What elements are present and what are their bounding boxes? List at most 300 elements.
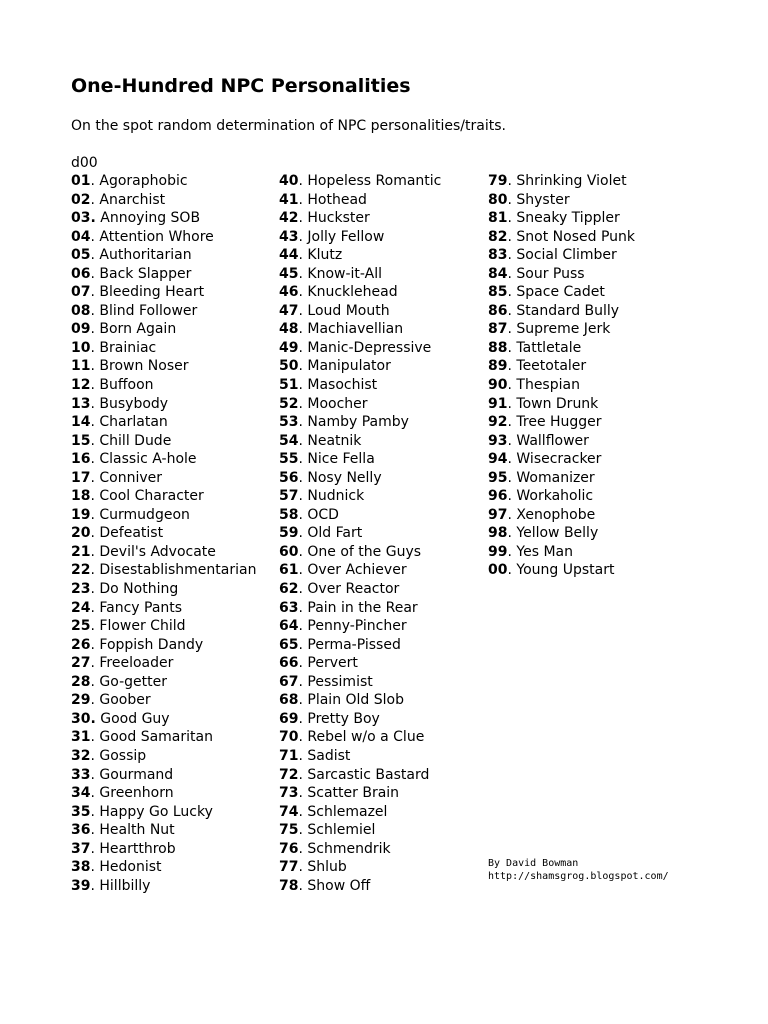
item-label: One of the Guys xyxy=(307,543,422,560)
item-separator: . xyxy=(298,284,308,301)
list-item xyxy=(279,710,441,729)
item-label: Greenhorn xyxy=(99,785,174,802)
list-item xyxy=(488,283,635,302)
item-label: Anarchist xyxy=(99,191,166,208)
item-separator: . xyxy=(90,247,100,264)
item-separator: . xyxy=(507,265,517,282)
item-number: 88 xyxy=(488,339,508,356)
item-number: 10 xyxy=(71,339,91,356)
item-number: 60 xyxy=(279,543,299,560)
item-label: Hedonist xyxy=(99,859,162,876)
item-label: Know-it-All xyxy=(307,265,382,282)
item-separator: . xyxy=(507,469,517,486)
list-item xyxy=(488,506,635,525)
item-label: Scatter Brain xyxy=(307,785,400,802)
personality-list-column-3 xyxy=(488,172,635,580)
list-item xyxy=(71,246,256,265)
list-item xyxy=(488,450,635,469)
item-label: Blind Follower xyxy=(99,302,198,319)
item-label: Manic-Depressive xyxy=(307,339,432,356)
item-label: Sarcastic Bastard xyxy=(307,766,430,783)
item-separator: . xyxy=(298,877,308,894)
item-separator: . xyxy=(90,766,100,783)
list-item xyxy=(71,357,256,376)
item-label: Sadist xyxy=(307,747,351,764)
item-label: Teetotaler xyxy=(516,358,587,375)
item-separator: . xyxy=(90,673,100,690)
list-item xyxy=(71,877,256,896)
item-label: Yes Man xyxy=(516,543,573,560)
list-item xyxy=(488,432,635,451)
item-label: Tree Hugger xyxy=(516,414,602,431)
list-item xyxy=(279,432,441,451)
item-separator: . xyxy=(298,543,308,560)
item-number: 92 xyxy=(488,414,508,431)
item-number: 08 xyxy=(71,302,91,319)
item-label: Cool Character xyxy=(99,488,204,505)
list-item xyxy=(488,302,635,321)
item-label: Busybody xyxy=(99,395,169,412)
list-item xyxy=(71,228,256,247)
list-item xyxy=(71,840,256,859)
item-label: Tattletale xyxy=(516,339,582,356)
item-label: Pessimist xyxy=(307,673,373,690)
item-separator: . xyxy=(298,840,308,857)
credit-block xyxy=(488,857,669,883)
item-number: 83 xyxy=(488,247,508,264)
item-label: Space Cadet xyxy=(516,284,605,301)
item-label: Wisecracker xyxy=(516,451,602,468)
item-number: 24 xyxy=(71,599,91,616)
item-label: Young Upstart xyxy=(516,562,615,579)
item-label: Supreme Jerk xyxy=(516,321,611,338)
item-label: Pain in the Rear xyxy=(307,599,418,616)
list-item xyxy=(279,395,441,414)
item-separator: . xyxy=(298,451,308,468)
item-number: 29 xyxy=(71,692,91,709)
list-item xyxy=(279,283,441,302)
item-separator: . xyxy=(90,284,100,301)
item-number: 82 xyxy=(488,228,508,245)
list-item xyxy=(279,506,441,525)
item-label: Gourmand xyxy=(99,766,174,783)
item-number: 38 xyxy=(71,859,91,876)
list-item xyxy=(71,506,256,525)
list-item xyxy=(71,172,256,191)
list-item xyxy=(71,265,256,284)
list-item xyxy=(71,636,256,655)
item-number: 11 xyxy=(71,358,91,375)
item-number: 44 xyxy=(279,247,299,264)
item-label: Show Off xyxy=(307,877,371,894)
item-label: Classic A-hole xyxy=(99,451,197,468)
item-separator: . xyxy=(507,321,517,338)
list-item xyxy=(488,469,635,488)
list-item xyxy=(279,766,441,785)
item-label: OCD xyxy=(307,506,339,523)
item-separator: . xyxy=(90,302,100,319)
item-number: 48 xyxy=(279,321,299,338)
item-label: Gossip xyxy=(99,747,147,764)
item-separator: . xyxy=(298,414,308,431)
item-separator: . xyxy=(298,618,308,635)
item-label: Old Fart xyxy=(307,525,363,542)
item-separator: . xyxy=(298,265,308,282)
list-item xyxy=(71,691,256,710)
item-label: Defeatist xyxy=(99,525,164,542)
item-number: 75 xyxy=(279,822,299,839)
item-label: Authoritarian xyxy=(99,247,192,264)
item-number: 90 xyxy=(488,377,508,394)
list-item xyxy=(279,246,441,265)
item-label: Health Nut xyxy=(99,822,175,839)
item-separator: . xyxy=(298,859,308,876)
item-label: Conniver xyxy=(99,469,163,486)
item-separator: . xyxy=(90,692,100,709)
item-number: 47 xyxy=(279,302,299,319)
item-separator: . xyxy=(507,173,517,189)
item-separator: . xyxy=(507,562,517,579)
item-number: 17 xyxy=(71,469,91,486)
item-label: Goober xyxy=(99,692,151,709)
item-number: 20 xyxy=(71,525,91,542)
item-label: Schmendrik xyxy=(307,840,391,857)
item-separator: . xyxy=(90,358,100,375)
list-item xyxy=(488,172,635,191)
item-label: Hillbilly xyxy=(99,877,151,894)
item-label: Nosy Nelly xyxy=(307,469,382,486)
item-label: Hopeless Romantic xyxy=(307,173,442,189)
page-subtitle: On the spot random determination of NPC personalities/traits. xyxy=(71,118,506,134)
list-item xyxy=(279,673,441,692)
item-number: 32 xyxy=(71,747,91,764)
item-label: Hothead xyxy=(307,191,367,208)
item-separator: . xyxy=(507,395,517,412)
item-separator: . xyxy=(298,599,308,616)
item-number: 93 xyxy=(488,432,508,449)
item-number: 39 xyxy=(71,877,91,894)
item-separator: . xyxy=(298,562,308,579)
item-number: 31 xyxy=(71,729,91,746)
item-number: 46 xyxy=(279,284,299,301)
item-separator: . xyxy=(90,488,100,505)
list-item xyxy=(279,487,441,506)
list-item xyxy=(71,561,256,580)
item-number: 58 xyxy=(279,506,299,523)
item-number: 51 xyxy=(279,377,299,394)
item-separator: . xyxy=(298,395,308,412)
item-number: 00 xyxy=(488,562,508,579)
item-number: 95 xyxy=(488,469,508,486)
list-item xyxy=(71,728,256,747)
item-label: Charlatan xyxy=(99,414,168,431)
item-separator: . xyxy=(90,859,100,876)
item-number: 89 xyxy=(488,358,508,375)
item-label: Shrinking Violet xyxy=(516,173,627,189)
list-item xyxy=(488,376,635,395)
item-label: Yellow Belly xyxy=(516,525,599,542)
list-item xyxy=(488,413,635,432)
item-separator: . xyxy=(298,747,308,764)
item-label: Nice Fella xyxy=(307,451,375,468)
list-item xyxy=(279,691,441,710)
item-number: 86 xyxy=(488,302,508,319)
item-separator: . xyxy=(90,228,100,245)
list-item xyxy=(488,320,635,339)
list-item xyxy=(279,524,441,543)
item-label: Chill Dude xyxy=(99,432,172,449)
item-number: 14 xyxy=(71,414,91,431)
item-number: 02 xyxy=(71,191,91,208)
item-separator: . xyxy=(507,247,517,264)
item-separator: . xyxy=(298,710,308,727)
item-number: 55 xyxy=(279,451,299,468)
item-separator: . xyxy=(90,729,100,746)
item-number: 69 xyxy=(279,710,299,727)
list-item xyxy=(279,599,441,618)
item-separator: . xyxy=(90,877,100,894)
item-number: 05 xyxy=(71,247,91,264)
item-number: 22 xyxy=(71,562,91,579)
list-item xyxy=(279,858,441,877)
item-label: Namby Pamby xyxy=(307,414,409,431)
item-separator: . xyxy=(90,525,100,542)
item-separator: . xyxy=(507,414,517,431)
item-label: Workaholic xyxy=(516,488,594,505)
list-item xyxy=(71,747,256,766)
item-separator: . xyxy=(90,803,100,820)
item-label: Wallflower xyxy=(516,432,589,449)
item-label: Disestablishmentarian xyxy=(99,562,257,579)
item-number: 06 xyxy=(71,265,91,282)
item-number: 37 xyxy=(71,840,91,857)
item-label: Jolly Fellow xyxy=(307,228,385,245)
item-number: 76 xyxy=(279,840,299,857)
item-label: Standard Bully xyxy=(516,302,620,319)
list-item xyxy=(279,543,441,562)
item-label: Good Samaritan xyxy=(99,729,213,746)
list-item xyxy=(71,580,256,599)
list-item xyxy=(488,265,635,284)
item-number: 30. xyxy=(71,710,96,727)
item-number: 66 xyxy=(279,655,299,672)
list-item xyxy=(488,228,635,247)
item-separator: . xyxy=(298,506,308,523)
item-separator: . xyxy=(507,432,517,449)
item-number: 68 xyxy=(279,692,299,709)
item-separator: . xyxy=(298,321,308,338)
item-separator: . xyxy=(298,469,308,486)
list-item xyxy=(279,561,441,580)
item-separator: . xyxy=(90,377,100,394)
item-separator: . xyxy=(507,191,517,208)
item-label: Thespian xyxy=(516,377,580,394)
item-separator: . xyxy=(507,525,517,542)
list-item xyxy=(279,840,441,859)
credit-author: By David Bowman xyxy=(488,858,579,869)
list-item xyxy=(488,395,635,414)
item-separator: . xyxy=(507,451,517,468)
list-item xyxy=(279,209,441,228)
item-number: 65 xyxy=(279,636,299,653)
list-item xyxy=(71,283,256,302)
item-separator: . xyxy=(507,302,517,319)
item-label: Manipulator xyxy=(307,358,391,375)
item-number: 67 xyxy=(279,673,299,690)
item-separator: . xyxy=(90,840,100,857)
item-number: 79 xyxy=(488,173,508,189)
item-separator: . xyxy=(298,210,308,227)
item-label: Knucklehead xyxy=(307,284,398,301)
personality-list-column-2 xyxy=(279,172,441,895)
list-item xyxy=(279,302,441,321)
item-label: Shyster xyxy=(516,191,570,208)
item-separator: . xyxy=(90,321,100,338)
item-label: Do Nothing xyxy=(99,581,179,598)
list-item xyxy=(71,803,256,822)
list-item xyxy=(488,246,635,265)
item-number: 72 xyxy=(279,766,299,783)
item-number: 85 xyxy=(488,284,508,301)
item-number: 09 xyxy=(71,321,91,338)
item-label: Sneaky Tippler xyxy=(516,210,620,227)
list-item xyxy=(488,561,635,580)
item-label: Penny-Pincher xyxy=(307,618,407,635)
item-separator: . xyxy=(90,265,100,282)
list-item xyxy=(279,728,441,747)
item-number: 96 xyxy=(488,488,508,505)
item-number: 26 xyxy=(71,636,91,653)
item-number: 77 xyxy=(279,859,299,876)
item-number: 54 xyxy=(279,432,299,449)
list-item xyxy=(279,191,441,210)
list-item xyxy=(279,877,441,896)
item-label: Agoraphobic xyxy=(99,173,188,189)
item-number: 23 xyxy=(71,581,91,598)
item-label: Curmudgeon xyxy=(99,506,190,523)
item-label: Fancy Pants xyxy=(99,599,183,616)
list-item xyxy=(279,747,441,766)
item-separator: . xyxy=(298,785,308,802)
item-label: Plain Old Slob xyxy=(307,692,404,709)
item-separator: . xyxy=(90,339,100,356)
item-number: 07 xyxy=(71,284,91,301)
item-label: Over Reactor xyxy=(307,581,400,598)
item-separator: . xyxy=(90,173,100,189)
dice-label: d00 xyxy=(71,155,98,171)
item-label: Rebel w/o a Clue xyxy=(307,729,425,746)
list-item xyxy=(71,821,256,840)
item-number: 97 xyxy=(488,506,508,523)
item-number: 61 xyxy=(279,562,299,579)
item-label: Town Drunk xyxy=(516,395,599,412)
item-number: 94 xyxy=(488,451,508,468)
item-number: 70 xyxy=(279,729,299,746)
item-label: Snot Nosed Punk xyxy=(516,228,635,245)
item-separator: . xyxy=(90,822,100,839)
item-number: 34 xyxy=(71,785,91,802)
list-item xyxy=(71,302,256,321)
item-number: 91 xyxy=(488,395,508,412)
item-separator: . xyxy=(90,506,100,523)
item-number: 71 xyxy=(279,747,299,764)
list-item xyxy=(71,395,256,414)
list-item xyxy=(279,228,441,247)
item-separator: . xyxy=(90,414,100,431)
item-separator: . xyxy=(298,803,308,820)
item-separator: . xyxy=(507,543,517,560)
item-label: Womanizer xyxy=(516,469,595,486)
item-label: Devil's Advocate xyxy=(99,543,216,560)
list-item xyxy=(488,357,635,376)
list-item xyxy=(488,543,635,562)
item-separator: . xyxy=(507,377,517,394)
list-item xyxy=(71,784,256,803)
item-number: 41 xyxy=(279,191,299,208)
item-separator: . xyxy=(507,506,517,523)
item-number: 40 xyxy=(279,173,299,189)
list-item xyxy=(279,413,441,432)
item-number: 64 xyxy=(279,618,299,635)
item-number: 52 xyxy=(279,395,299,412)
item-label: Pervert xyxy=(307,655,358,672)
page-title: One-Hundred NPC Personalities xyxy=(71,75,411,97)
item-separator: . xyxy=(90,395,100,412)
item-label: Happy Go Lucky xyxy=(99,803,213,820)
item-number: 13 xyxy=(71,395,91,412)
list-item xyxy=(71,487,256,506)
item-label: Machiavellian xyxy=(307,321,404,338)
item-separator: . xyxy=(298,339,308,356)
item-number: 78 xyxy=(279,877,299,894)
item-label: Attention Whore xyxy=(99,228,214,245)
list-item xyxy=(71,413,256,432)
item-label: Good Guy xyxy=(100,710,170,727)
item-separator: . xyxy=(507,210,517,227)
item-label: Nudnick xyxy=(307,488,365,505)
item-number: 35 xyxy=(71,803,91,820)
item-label: Bleeding Heart xyxy=(99,284,205,301)
item-number: 36 xyxy=(71,822,91,839)
item-number: 50 xyxy=(279,358,299,375)
item-label: Brown Noser xyxy=(99,358,189,375)
item-separator: . xyxy=(90,655,100,672)
list-item xyxy=(71,191,256,210)
item-number: 33 xyxy=(71,766,91,783)
item-label: Brainiac xyxy=(99,339,157,356)
list-item xyxy=(488,487,635,506)
list-item xyxy=(279,784,441,803)
item-number: 15 xyxy=(71,432,91,449)
list-item xyxy=(279,821,441,840)
item-separator: . xyxy=(298,488,308,505)
item-number: 42 xyxy=(279,210,299,227)
item-label: Xenophobe xyxy=(516,506,596,523)
item-number: 98 xyxy=(488,525,508,542)
item-separator: . xyxy=(507,339,517,356)
item-separator: . xyxy=(298,302,308,319)
list-item xyxy=(71,710,256,729)
list-item xyxy=(279,450,441,469)
list-item xyxy=(71,320,256,339)
list-item xyxy=(71,209,256,228)
item-separator: . xyxy=(298,581,308,598)
item-number: 57 xyxy=(279,488,299,505)
list-item xyxy=(71,450,256,469)
item-separator: . xyxy=(507,228,517,245)
item-separator: . xyxy=(298,729,308,746)
list-item xyxy=(279,265,441,284)
